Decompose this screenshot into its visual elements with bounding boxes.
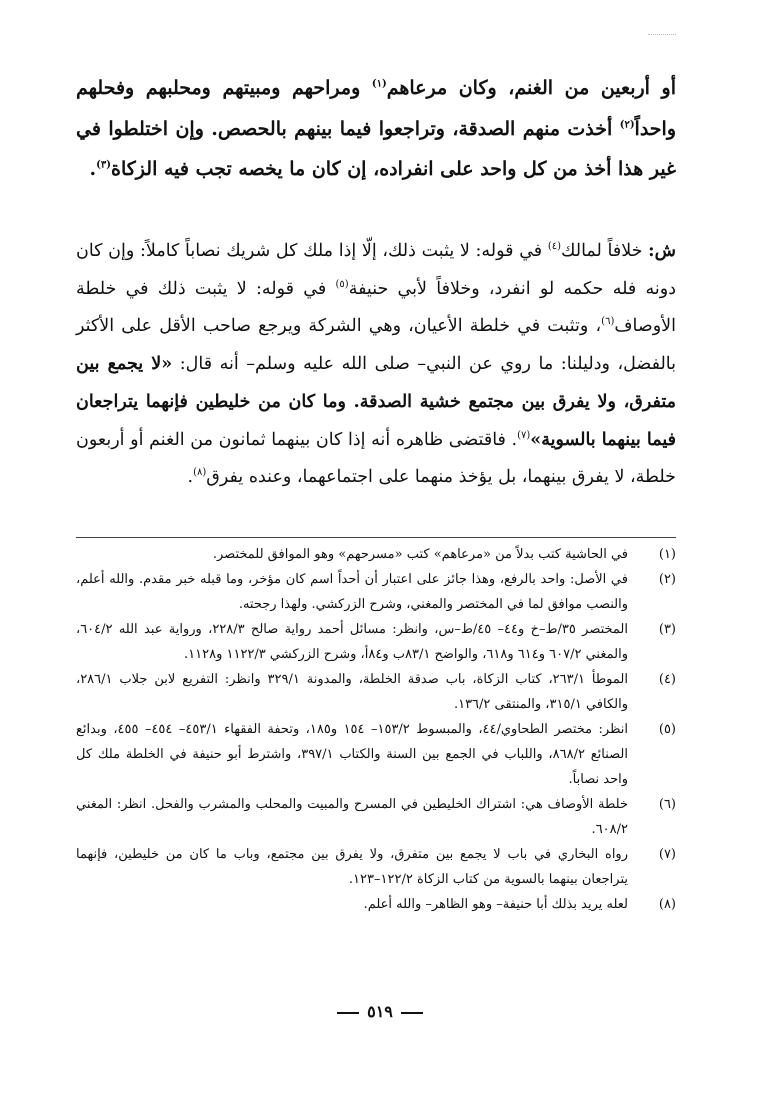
main-text — [76, 68, 676, 190]
footnote-text: انظر: مختصر الطحاوي/٤٤، والمبسوط ١٥٣/٢– ١٥٤ و١٨٥، وتحفة الفقهاء ٤٥٣/١– ٤٥٤– ٤٥٥، وبدائع الصنائع ٨٦٨/٢، واللباب في الجمع بين السنة والكتاب ٣٩٧/١، واشترط أبو حنيفة في الخلطة ملك كل واحد نصاباً. — [76, 722, 629, 787]
footnote-number: (٧) — [658, 847, 676, 862]
footnote-item — [76, 792, 676, 842]
footnote-ref-5[interactable]: (٥) — [335, 278, 349, 290]
commentary-part: في قوله: لا يثبت ذلك في خلطة الأوصاف — [76, 278, 676, 337]
main-text-part: أو أربعين من الغنم، وكان مرعاهم — [386, 77, 676, 99]
main-text-part: أخذت منهم الصدقة، وتراجعوا فيما بينهم بالحصص. وإن اختلطوا في غير هذا أخذ من كل واحد على انفراده، إن كان ما يخصه تجب فيه الزكاة — [76, 117, 676, 180]
footnote-text: في الأصل: واحد بالرفع، وهذا جائز على اعتبار أن أحداً اسم كان مؤخر، وما قبله خبر مقدم. والله أعلم، والنصب موافق لما في المختصر والمغني، وشرح الزركشي. ولهذا رجحته. — [76, 572, 628, 612]
footnote-ref-8[interactable]: (٨) — [193, 467, 207, 479]
footnote-ref-3[interactable]: (٣) — [96, 159, 112, 171]
footnote-text: في الحاشية كتب بدلاً من «مرعاهم» كتب «مسرحهم» وهو الموافق للمختصر. — [212, 547, 628, 562]
footnote-ref-1[interactable]: (١) — [371, 78, 387, 90]
main-text-part: ومراحهم ومبيتهم ومحلبهم وفحلهم واحداً — [76, 77, 676, 140]
commentary-part: . فاقتضى ظاهره أنه إذا كان بينهما ثمانون من الغنم أو أربعون خلطة، لا يفرق بينهما، بل يؤخذ منهما على اجتماعهما، وعنده يفرق — [76, 429, 676, 488]
footnote-item — [76, 567, 676, 617]
footnote-text: الموطأ ٢٦٣/١، كتاب الزكاة، باب صدقة الخلطة، والمدونة ٣٢٩/١ وانظر: التفريع لابن جلاب ٢٨٦/١، والكافي ٣١٥/١، والمنتقى ١٣٦/٢. — [76, 672, 628, 712]
page-number-dash — [337, 1012, 359, 1014]
commentary-part: ، وتثبت في خلطة الأعيان، وهي الشركة ويرجع صاحب الأقل على الأكثر بالفضل، ودليلنا: ما روي عن النبي– صلى الله عليه وسلم– أنه قال: — [76, 316, 676, 375]
commentary-part: خلافاً لمالك — [561, 241, 649, 261]
footnote-text: رواه البخاري في باب لا يجمع بين متفرق، ولا يفرق بين مجتمع، وباب ما كان من خليطين، فإنهما يتراجعان بينهما بالسوية من كتاب الزكاة ١٢٢/٢–١٢٣. — [76, 847, 628, 887]
footnote-text: خلطة الأوصاف هي: اشتراك الخليطين في المسرح والمبيت والمحلب والمشرب والفحل. انظر: المغني ٦٠٨/٢. — [76, 797, 628, 837]
footnotes-list — [76, 542, 676, 917]
footnote-number: (٦) — [658, 797, 676, 812]
footnote-number: (٢) — [658, 572, 676, 587]
footnote-item — [76, 717, 676, 792]
footnote-ref-6[interactable]: (٦) — [601, 316, 615, 328]
hadith-quote: «لا يجمع بين متفرق، ولا يفرق بين مجتمع خشية الصدقة. وما كان من خليطين فإنهما يتراجعان فيما بينهما بالسوية» — [76, 354, 676, 450]
footnote-number: (٥) — [658, 722, 676, 737]
footnote-text: لعله يريد بذلك أبا حنيفة– وهو الظاهر– والله أعلم. — [363, 897, 628, 912]
footnote-divider — [76, 537, 676, 538]
footnote-item — [76, 667, 676, 717]
footnote-ref-7[interactable]: (٧) — [517, 429, 531, 441]
main-text-part: . — [89, 158, 97, 180]
footnote-text: المختصر ٣٥/ط–خ و٤٤– ٤٥/ط–س، وانظر: مسائل أحمد رواية صالح ٢٢٨/٣، ورواية عبد الله ٦٠٤/٢، والمغني ٦٠٧/٢ و٦١٤ و٦١٨، والواضح ٨٣/١ب و٨٤أ، وشرح الزركشي ١١٢٢/٣ و١١٢٨. — [76, 622, 628, 662]
footnote-item — [76, 617, 676, 667]
footnote-number: (٨) — [658, 897, 676, 912]
commentary-part: في قوله: لا يثبت ذلك، إلّا إذا ملك كل شريك نصاباً كاملاً: وإن كان دونه فله حكمه لو انفرد، وخلافاً لأبي حنيفة — [76, 241, 676, 299]
footnote-number: (١) — [658, 547, 676, 562]
page-number-dash — [401, 1012, 423, 1014]
footnote-number: (٤) — [658, 672, 676, 687]
footnote-item — [76, 892, 676, 917]
corner-mark — [648, 34, 676, 36]
commentary-part: . — [187, 467, 194, 488]
page-number — [0, 1002, 760, 1021]
footnote-number: (٣) — [658, 622, 676, 637]
footnote-ref-4[interactable]: (٤) — [547, 241, 562, 253]
commentary-text — [76, 233, 676, 497]
commentary-label: ش: — [648, 241, 676, 261]
footnote-item — [76, 542, 676, 567]
footnote-item — [76, 842, 676, 892]
page-number-value: ٥١٩ — [367, 1002, 393, 1021]
footnote-ref-2[interactable]: (٢) — [619, 119, 635, 131]
